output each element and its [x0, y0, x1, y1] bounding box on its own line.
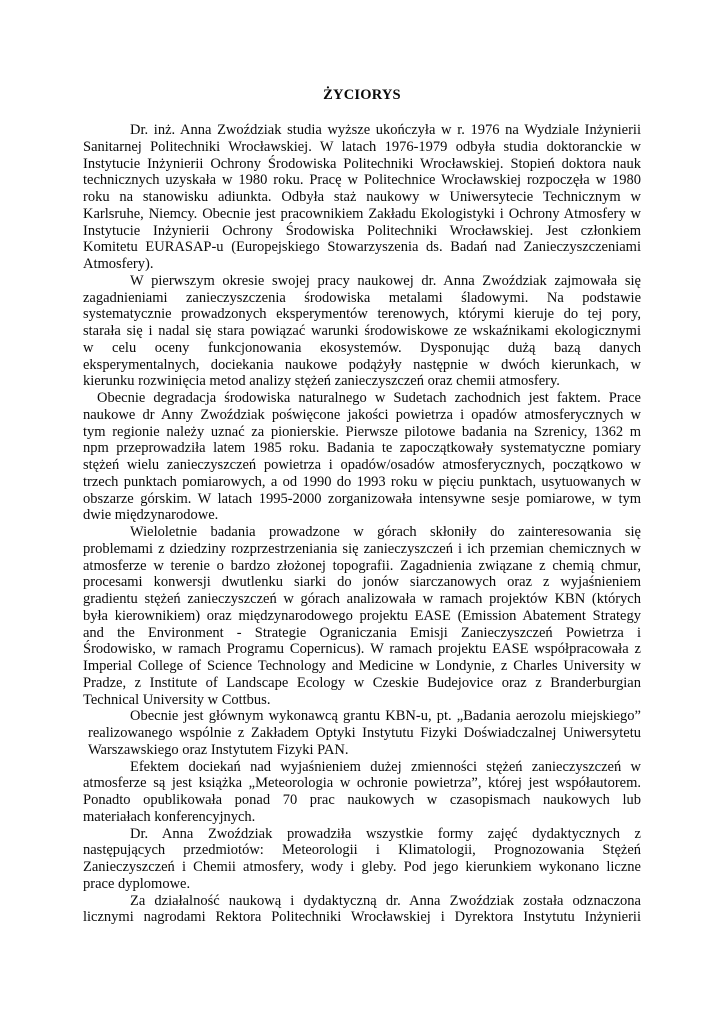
text-line: roku na stanowisku adiunkta. Odbyła staż naukowy w Uniwersytecie Technicznym w — [83, 189, 641, 206]
text-line: procesami konwersji dwutlenku siarki do jonów siarczanowych oraz z wyjaśnieniem — [83, 574, 641, 591]
text-line: Komitetu EURASAP-u (Europejskiego Stowarzyszenia ds. Badań nad Zanieczyszczeniami — [83, 239, 641, 256]
text-line: Instytucie Inżynierii Ochrony Środowiska Politechniki Wrocławskiej. Stopień doktora nauk — [83, 155, 641, 172]
text-line: Obecnie degradacja środowiska naturalnego w Sudetach zachodnich jest faktem. Prace — [97, 390, 641, 407]
text-line: Atmosfery). — [83, 256, 154, 273]
text-line: systematycznie prowadzonych eksperymentów terenowych, którymi kieruje do tej pory, — [83, 306, 641, 323]
text-line: następujących przedmiotów: Meteorologii i Klimatologii, Prognozowania Stężeń — [83, 842, 641, 859]
text-line: realizowanego wspólnie z Zakładem Optyki Instytutu Fizyki Doświadczalnej Uniwersytetu — [88, 725, 641, 742]
text-line: Pradze, z Institute of Landscape Ecology w Czeskie Budejovice oraz z Branderburgian — [83, 674, 641, 691]
paragraph — [83, 893, 641, 927]
text-line: eksperymentalnych, dociekania naukowe podążyły następnie w dwóch kierunkach, w — [83, 356, 641, 373]
document-title: ŻYCIORYS — [323, 86, 401, 103]
text-line: obszarze górskim. W latach 1995-2000 zorganizowała intensywne sesje pomiarowe, w tym — [83, 490, 641, 507]
text-line: kierunku rozwinięcia metod analizy stężeń zanieczyszczeń oraz chemii atmosfery. — [83, 373, 560, 390]
text-line: tym regionie należy uznać za pionierskie. Pierwsze pilotowe badania na Szrenicy, 1362 m — [83, 423, 641, 440]
text-line: dwie międzynarodowe. — [83, 507, 219, 524]
text-line: Ponadto opublikowała ponad 70 prac naukowych w czasopismach naukowych lub — [83, 792, 641, 809]
text-line: Obecnie jest głównym wykonawcą grantu KBN-u, pt. „Badania aerozolu miejskiego” — [130, 708, 641, 725]
document-body — [83, 87, 641, 927]
paragraph — [83, 708, 641, 758]
paragraph — [83, 273, 641, 390]
text-line: trzech punktach pomiarowych, a od 1990 do 1993 roku w pięciu punktach, usytuowanych w — [83, 473, 641, 490]
text-line: Imperial College of Science Technology and Medicine w Londynie, z Charles University w — [83, 658, 641, 675]
paragraph — [83, 759, 641, 826]
paragraph — [83, 826, 641, 893]
text-line: atmosferze w terenie o bardzo złożonej topografii. Zagadnienia związane z chemią chmur, — [83, 557, 641, 574]
text-line: Za działalność naukową i dydaktyczną dr. Anna Zwoździak została odznaczona — [130, 892, 641, 909]
text-line: Środowisko, w ramach Programu Copernicus). W ramach projektu EASE współpracowała z — [83, 641, 641, 658]
text-line: Wieloletnie badania prowadzone w górach skłoniły do zainteresowania się — [130, 524, 641, 541]
text-line: naukowe dr Anny Zwoździak poświęcone jakości powietrza i opadów atmosferycznych w — [83, 406, 641, 423]
text-line: Dr. Anna Zwoździak prowadziła wszystkie formy zajęć dydaktycznych z — [130, 825, 641, 842]
text-line: starała się i nadal się stara powiązać warunki środowiskowe ze wskaźnikami ekologicznymi — [83, 323, 641, 340]
text-line: Technical University w Cottbus. — [83, 691, 271, 708]
text-line: W pierwszym okresie swojej pracy naukowej dr. Anna Zwoździak zajmowała się — [130, 272, 641, 289]
text-line: problemami z dziedziny rozprzestrzeniania się zanieczyszczeń i ich przemian chemicznych w — [83, 540, 641, 557]
text-line: w celu oceny funkcjonowania ekosystemów. Dysponując dużą bazą danych — [83, 339, 641, 356]
paragraph — [83, 390, 641, 524]
text-line: Dr. inż. Anna Zwoździak studia wyższe ukończyła w r. 1976 na Wydziale Inżynierii — [130, 122, 641, 139]
text-line: była kierownikiem) oraz międzynarodowego projektu EASE (Emission Abatement Strategy — [83, 607, 641, 624]
text-line: npm przeprowadziła latem 1985 roku. Badania te zapoczątkowały systematyczne pomiary — [83, 440, 641, 457]
text-line: Sanitarnej Politechniki Wrocławskiej. W latach 1976-1979 odbyła studia doktoranckie w — [83, 138, 641, 155]
text-line: technicznych uzyskała w 1980 roku. Pracę w Politechnice Wrocławskiej rozpoczęła w 1980 — [83, 172, 641, 189]
text-line: prace dyplomowe. — [83, 875, 191, 892]
text-line: gradientu stężeń zanieczyszczeń w górach analizowała w ramach projektów KBN (których — [83, 591, 641, 608]
text-line: zagadnieniami zanieczyszczenia środowiska metalami śladowymi. Na podstawie — [83, 289, 641, 306]
text-line: Karlsruhe, Niemcy. Obecnie jest pracownikiem Zakładu Ekologistyki i Ochrony Atmosfery w — [83, 205, 641, 222]
text-line: and the Environment - Strategie Ograniczania Emisji Zanieczyszczeń Powietrza i — [83, 624, 641, 641]
text-line: atmosferze są jest książka „Meteorologia w ochronie powietrza”, której jest współautorem. — [83, 775, 641, 792]
paragraph — [83, 122, 641, 273]
text-line: Zanieczyszczeń i Chemii atmosfery, wody i gleby. Pod jego kierunkiem wykonano liczne — [83, 859, 641, 876]
text-line: Efektem dociekań nad wyjaśnieniem dużej zmienności stężeń zanieczyszczeń w — [130, 758, 641, 775]
text-line: stężeń wielu zanieczyszczeń powietrza i opadów/osadów atmosferycznych, początkowo w — [83, 457, 641, 474]
text-line: licznymi nagrodami Rektora Politechniki Wrocławskiej i Dyrektora Instytutu Inżynierii — [83, 909, 641, 926]
text-line: Instytucie Inżynierii Ochrony Środowiska Politechniki Wrocławskiej. Jest członkiem — [83, 222, 641, 239]
text-line: materiałach konferencyjnych. — [83, 808, 256, 825]
text-line: Warszawskiego oraz Instytutem Fizyki PAN. — [88, 741, 349, 758]
paragraph — [83, 524, 641, 708]
